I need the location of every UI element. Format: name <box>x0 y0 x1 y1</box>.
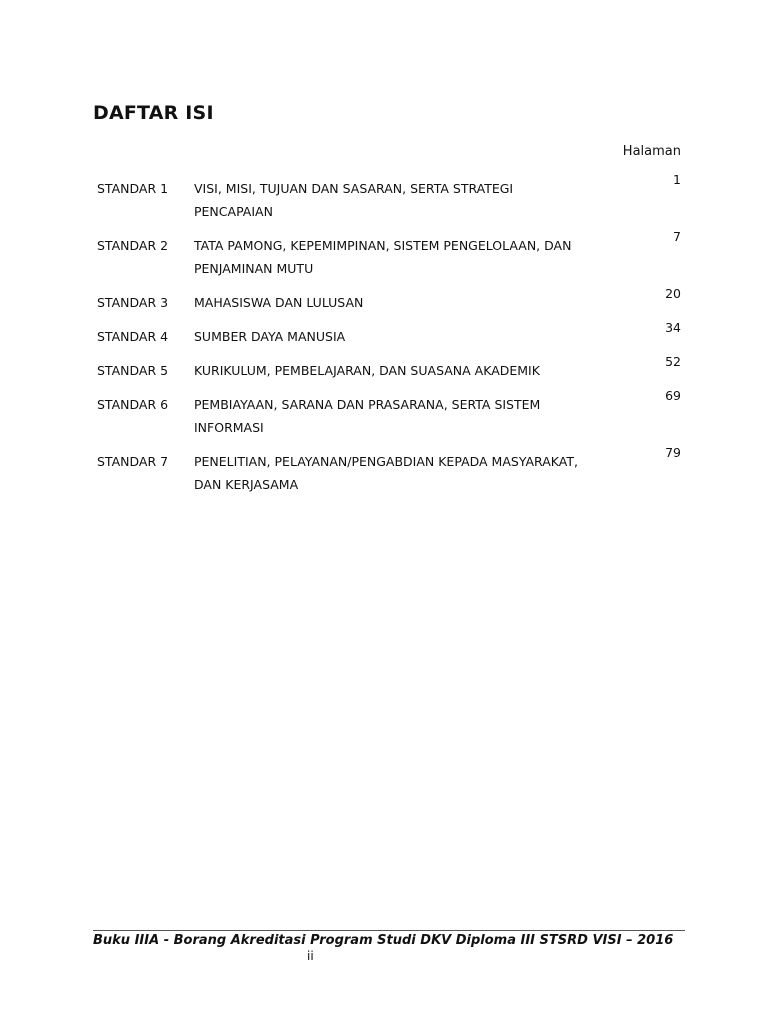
page-column-header: Halaman <box>622 144 681 159</box>
toc-entry-title: PENELITIAN, PELAYANAN/PENGABDIAN KEPADA MASYARAKAT, DAN KERJASAMA <box>194 454 578 492</box>
toc-page-number: 20 <box>665 286 681 301</box>
page-title: DAFTAR ISI <box>93 102 214 124</box>
toc-standard-label: STANDAR 1 <box>97 181 169 196</box>
toc-entry-4[interactable] <box>97 320 681 348</box>
toc-entry-title: PEMBIAYAAN, SARANA DAN PRASARANA, SERTA SISTEM INFORMASI <box>194 397 541 435</box>
toc-standard-label: STANDAR 2 <box>97 238 169 253</box>
toc-entry-title: KURIKULUM, PEMBELAJARAN, DAN SUASANA AKADEMIK <box>194 363 540 378</box>
toc-entry-title: VISI, MISI, TUJUAN DAN SASARAN, SERTA STRATEGI PENCAPAIAN <box>194 181 514 219</box>
toc-page-number: 34 <box>665 320 681 335</box>
toc-standard-label: STANDAR 7 <box>97 454 169 469</box>
table-of-contents <box>97 172 681 502</box>
toc-entry-2[interactable] <box>97 229 681 280</box>
toc-page-number: 7 <box>673 229 681 244</box>
toc-entry-title: SUMBER DAYA MANUSIA <box>194 329 346 344</box>
toc-page-number: 79 <box>665 445 681 460</box>
toc-standard-label: STANDAR 5 <box>97 363 169 378</box>
toc-entry-1[interactable] <box>97 172 681 223</box>
toc-standard-label: STANDAR 6 <box>97 397 169 412</box>
page-number: ii <box>307 949 314 963</box>
footer-divider <box>93 930 685 931</box>
toc-entry-title: MAHASISWA DAN LULUSAN <box>194 295 364 310</box>
toc-page-number: 52 <box>665 354 681 369</box>
toc-entry-7[interactable] <box>97 445 681 496</box>
toc-entry-6[interactable] <box>97 388 681 439</box>
toc-standard-label: STANDAR 4 <box>97 329 169 344</box>
toc-standard-label: STANDAR 3 <box>97 295 169 310</box>
toc-entry-5[interactable] <box>97 354 681 382</box>
toc-entry-title: TATA PAMONG, KEPEMIMPINAN, SISTEM PENGELOLAAN, DAN PENJAMINAN MUTU <box>194 238 572 276</box>
footer-text: Buku IIIA - Borang Akreditasi Program Studi DKV Diploma III STSRD VISI – 2016 <box>93 933 674 948</box>
toc-page-number: 1 <box>673 172 681 187</box>
toc-page-number: 69 <box>665 388 681 403</box>
toc-entry-3[interactable] <box>97 286 681 314</box>
